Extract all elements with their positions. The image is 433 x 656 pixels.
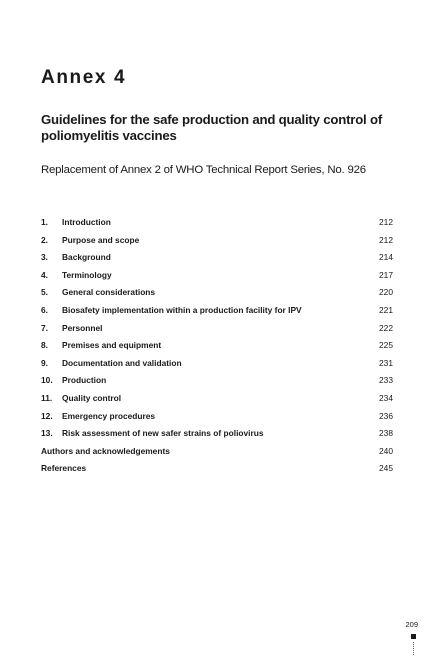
toc-number: 8. (41, 340, 48, 351)
toc-page: 212 (379, 234, 393, 245)
table-of-contents (41, 217, 393, 481)
document-subtitle: Replacement of Annex 2 of WHO Technical Report Series, No. 926 (41, 164, 366, 176)
toc-label: Premises and equipment (62, 340, 162, 351)
toc-entry-risk-assessment[interactable] (41, 428, 393, 446)
toc-page: 236 (379, 410, 393, 421)
page-number: 209 (405, 620, 418, 629)
toc-page: 245 (379, 463, 393, 474)
toc-page: 212 (379, 217, 393, 227)
toc-number: 6. (41, 304, 48, 315)
document-title: Guidelines for the safe production and quality control of poliomyelitis vaccines (41, 112, 383, 143)
toc-number: 3. (41, 252, 48, 263)
toc-page: 234 (379, 392, 393, 403)
toc-number: 2. (41, 234, 48, 245)
toc-page: 221 (379, 304, 393, 315)
toc-page: 217 (379, 269, 393, 280)
toc-label: Biosafety implementation within a production facility for IPV (62, 304, 302, 315)
toc-label: Authors and acknowledgements (41, 445, 170, 456)
page-marker-square (411, 634, 416, 639)
toc-entry-biosafety-implementation[interactable] (41, 305, 393, 323)
toc-entry-personnel[interactable] (41, 323, 393, 341)
toc-number: 1. (41, 217, 48, 227)
toc-number: 12. (41, 410, 53, 421)
page-marker-dots (413, 642, 414, 656)
toc-number: 9. (41, 357, 48, 368)
toc-label: References (41, 463, 87, 474)
toc-label: Emergency procedures (62, 410, 156, 421)
toc-entry-references[interactable] (41, 463, 393, 481)
toc-page: 231 (379, 357, 393, 368)
toc-entry-introduction[interactable] (41, 217, 393, 235)
toc-number: 10. (41, 375, 53, 386)
toc-entry-authors-and-acknowledgements[interactable] (41, 446, 393, 464)
toc-entry-quality-control[interactable] (41, 393, 393, 411)
annex-heading: Annex 4 (41, 67, 127, 88)
toc-entry-documentation-and-validation[interactable] (41, 358, 393, 376)
toc-label: Purpose and scope (62, 234, 140, 245)
toc-page: 220 (379, 287, 393, 298)
toc-entry-purpose-and-scope[interactable] (41, 235, 393, 253)
toc-label: Documentation and validation (62, 357, 182, 368)
toc-number: 4. (41, 269, 48, 280)
toc-entry-general-considerations[interactable] (41, 287, 393, 305)
toc-number: 11. (41, 392, 53, 403)
toc-page: 240 (379, 445, 393, 456)
toc-page: 233 (379, 375, 393, 386)
toc-page: 214 (379, 252, 393, 263)
toc-page: 238 (379, 428, 393, 439)
toc-entry-production[interactable] (41, 375, 393, 393)
toc-label: Introduction (62, 217, 111, 227)
toc-page: 225 (379, 340, 393, 351)
toc-label: Personnel (62, 322, 103, 333)
toc-entry-terminology[interactable] (41, 270, 393, 288)
toc-page: 222 (379, 322, 393, 333)
toc-entry-background[interactable] (41, 252, 393, 270)
toc-label: Background (62, 252, 111, 263)
toc-number: 7. (41, 322, 48, 333)
toc-label: Quality control (62, 392, 122, 403)
toc-label: General considerations (62, 287, 156, 298)
toc-number: 13. (41, 428, 53, 439)
toc-entry-emergency-procedures[interactable] (41, 411, 393, 429)
toc-label: Risk assessment of new safer strains of poliovirus (62, 428, 264, 439)
toc-label: Terminology (62, 269, 112, 280)
toc-entry-premises-and-equipment[interactable] (41, 340, 393, 358)
toc-label: Production (62, 375, 107, 386)
toc-number: 5. (41, 287, 48, 298)
